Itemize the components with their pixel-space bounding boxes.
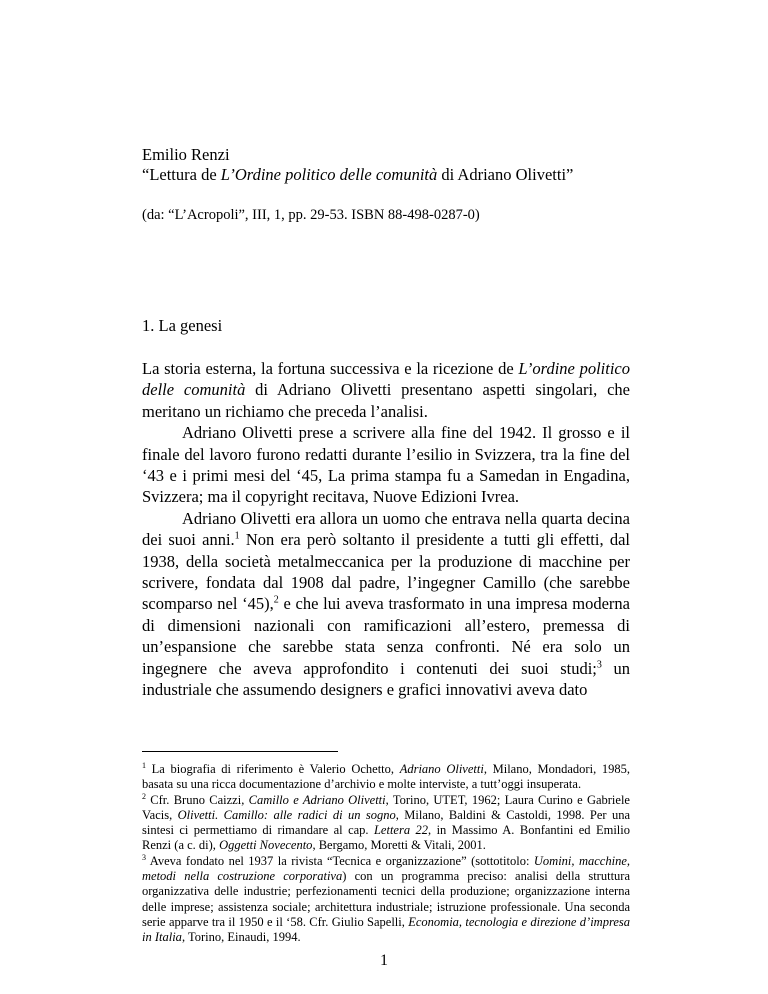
fn1-text-a: La biografia di riferimento è Valerio Ochetto, xyxy=(146,762,400,776)
fn2-italic-2: Olivetti. Camillo: alle radici di un sogno xyxy=(177,807,396,822)
footnote-separator xyxy=(142,751,338,752)
footnote-3 xyxy=(142,854,630,946)
paragraph-2: Adriano Olivetti prese a scrivere alla fine del 1942. Il grosso e il finale del lavoro furono redatti durante l’esilio in Svizzera, tra la fine del ‘43 e i primi mesi del ‘45, La prima stampa fu a Samedan in Engadina, Svizzera; ma il copyright recitava, Nuove Edizioni Ivrea. xyxy=(142,423,630,507)
p1-text-b: di Adriano Olivetti presentano aspetti singolari, che meritano un richiamo che preceda l’analisi. xyxy=(142,380,630,421)
p3-text-c: e che lui aveva trasformato in una impresa moderna di dimensioni nazionali con ramificazioni all’estero, premessa di un’espansione che sarebbe stata senza confronti. Né era solo un ingegnere che aveva approfondito i contenuti dei suoi studi; xyxy=(142,594,631,678)
fn3-italic-2: Economia, tecnologia e direzione d’impresa in Italia xyxy=(142,914,631,945)
footnote-ref-1: 1 xyxy=(234,530,240,542)
fn3-text-c: , Torino, Einaudi, 1994. xyxy=(181,930,301,945)
p1-italic: L’ordine politico delle comunità xyxy=(142,359,630,400)
fn2-italic-4: Oggetti Novecento xyxy=(219,838,313,853)
title-italic: L’Ordine politico delle comunità xyxy=(220,165,438,184)
body-text xyxy=(142,358,630,701)
p3-text-a: Adriano Olivetti era allora un uomo che entrava nella quarta decina dei suoi anni. xyxy=(142,508,630,550)
source-citation: (da: “L’Acropoli”, III, 1, pp. 29-53. ISBN 88-498-0287-0) xyxy=(142,207,480,223)
title-close: di Adriano Olivetti” xyxy=(437,165,574,184)
fn3-italic-1: Uomini, macchine, metodi nella costruzione corporativa xyxy=(142,853,630,884)
p3-text-b: Non era però soltanto il presidente a tutti gli effetti, dal 1938, della società metalmeccanica per la produzione di macchine per scrivere, fondata dal 1908 dal padre, l’ingegner Camillo (che sarebbe scomparso nel ‘45), xyxy=(142,530,630,614)
p1-text-a: La storia esterna, la fortuna successiva e la ricezione de xyxy=(142,359,519,378)
section-title: 1. La genesi xyxy=(142,316,223,335)
fn2-italic-1: Camillo e Adriano Olivetti xyxy=(248,792,386,807)
document-title xyxy=(142,165,630,185)
footnotes xyxy=(142,762,630,946)
footnote-2 xyxy=(142,793,630,854)
fn3-text-a: Aveva fondato nel 1937 la rivista “Tecnica e organizzazione” (sottotitolo: xyxy=(146,853,534,868)
footnote-2-number: 2 xyxy=(142,791,146,801)
paragraph-3 xyxy=(142,508,630,701)
paragraph-1 xyxy=(142,358,630,422)
document-header xyxy=(142,145,630,185)
footnote-1-number: 1 xyxy=(142,760,146,770)
footnote-1 xyxy=(142,762,630,793)
fn2-text-a: Cfr. Bruno Caizzi, xyxy=(146,792,249,807)
footnote-3-number: 3 xyxy=(142,852,146,862)
fn2-text-c: , Milano, Baldini & Castoldi, 1998. Per una sintesi ci permettiamo di rimandare al cap. xyxy=(142,807,631,838)
fn1-text-b: , Milano, Mondadori, 1985, basata su una ricca documentazione d’archivio e molte interviste, a tutt’oggi insuperata. xyxy=(142,762,630,792)
footnote-ref-2: 2 xyxy=(273,594,279,606)
author-name: Emilio Renzi xyxy=(142,145,230,164)
footnote-ref-3: 3 xyxy=(596,659,602,671)
fn2-text-d: , in Massimo A. Bonfantini ed Emilio Renzi (a c. di), xyxy=(142,823,630,853)
title-open: “Lettura de xyxy=(142,165,221,184)
fn2-text-b: , Torino, UTET, 1962; Laura Curino e Gabriele Vacis, xyxy=(142,792,630,822)
fn2-italic-3: Lettera 22 xyxy=(373,823,429,838)
fn2-text-e: , Bergamo, Moretti & Vitali, 2001. xyxy=(312,838,486,853)
fn1-italic: Adriano Olivetti xyxy=(399,762,484,776)
page-number: 1 xyxy=(380,952,388,969)
p3-text-d: un industriale che assumendo designers e grafici innovativi aveva dato xyxy=(142,658,631,700)
fn3-text-b: ) con un programma preciso: analisi della struttura organizzativa delle industrie; perfezionamenti tecnici della produzione; organizzazione interna delle imprese; assistenza sociale; architettura industriale; istruzione professionale. Una seconda serie apparve tra il 1950 e il ‘58. Cfr. Giulio Sapelli, xyxy=(142,869,630,929)
